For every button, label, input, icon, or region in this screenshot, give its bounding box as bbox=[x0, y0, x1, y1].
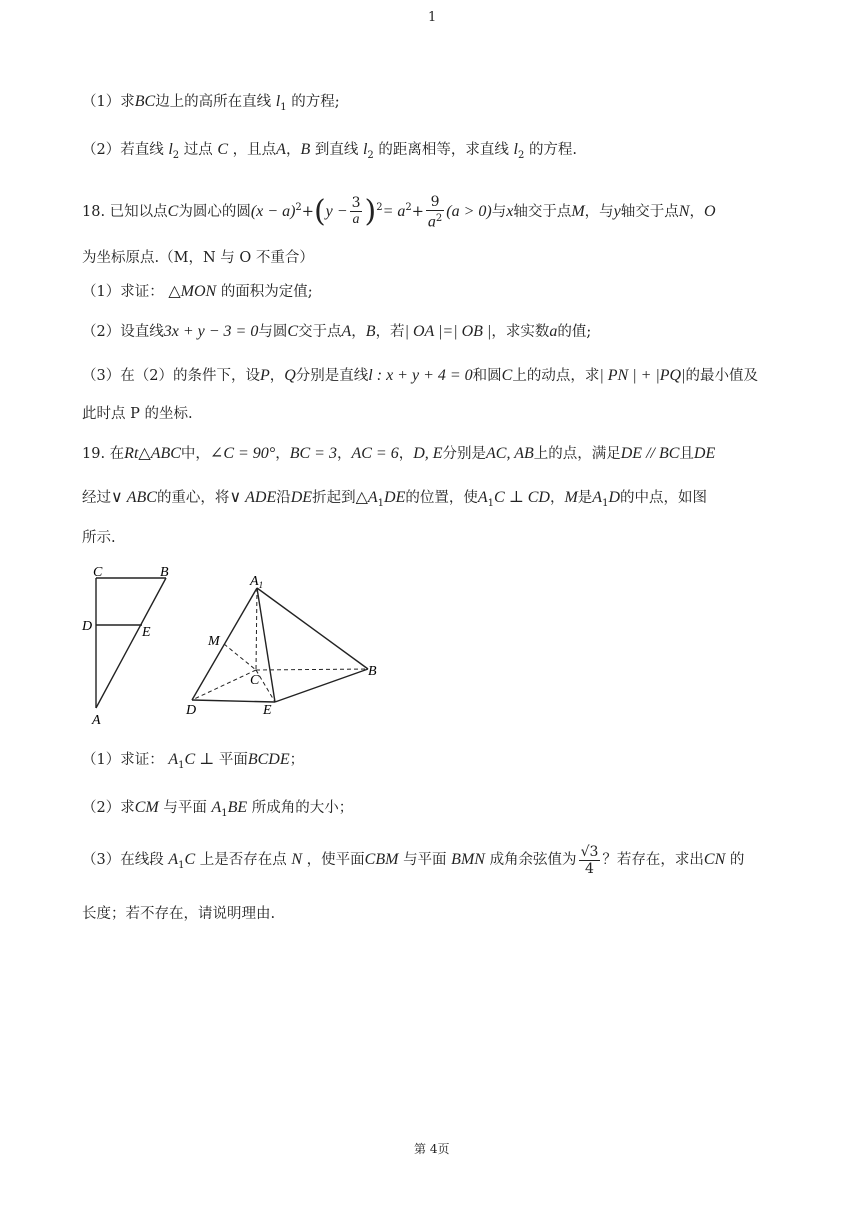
figure-right-pyramid bbox=[180, 572, 400, 722]
q17-part1: （1）求BC边上的高所在直线 $l_1$ 的方程; bbox=[82, 93, 340, 113]
fig-right-label-C: C bbox=[250, 673, 260, 688]
q19-part1: （1）求证： $A_1C$ ⊥ 平面BCDE； bbox=[82, 751, 305, 771]
fig-left-label-A: A bbox=[92, 713, 101, 728]
fig-right-label-B: B bbox=[368, 664, 377, 679]
fig-left-label-C: C bbox=[93, 565, 103, 580]
fig-left-label-D: D bbox=[82, 619, 93, 634]
fig-right-label-E: E bbox=[263, 703, 272, 718]
q18-part2: （2）设直线3x + y − 3 = 0与圆C交于点A，B，若| OA |=| OB |，求实数a的值; bbox=[82, 323, 592, 340]
q19-part2: （2）求CM 与平面 $A_1BE$ 所成角的大小； bbox=[82, 799, 354, 819]
fig-right-label-D: D bbox=[186, 703, 197, 718]
fig-left-label-B: B bbox=[160, 565, 169, 580]
page-footer: 第 4页 bbox=[414, 1142, 450, 1156]
q19-line2: 经过∨ ABC的重心，将∨ ADE沿DE折起到$\triangle A_1DE$的位置，使$A_1C$ ⊥ CD，M是$A_1D$的中点，如图 bbox=[82, 489, 708, 509]
q19-line3: 所示. bbox=[82, 530, 116, 546]
q19-part3-line2: 长度；若不存在，请说明理由. bbox=[82, 906, 276, 922]
fig-left-label-E: E bbox=[142, 625, 151, 640]
q19-part3: （3）在线段 $A_1C$ 上是否存在点 N ，使平面CBM 与平面 BMN 成角余弦值为 $\frac{√3}{4}$ ？若存在，求出CN 的 bbox=[82, 843, 745, 877]
q18-line2: 为坐标原点.（M，N 与 O 不重合） bbox=[82, 250, 314, 266]
page-number: 1 bbox=[428, 10, 437, 25]
q18-part1: （1）求证： △MON 的面积为定值; bbox=[82, 283, 313, 300]
fig-right-label-A1: $A_1$ bbox=[250, 574, 264, 590]
q17-part2: （2）若直线 $l_2$ 过点 C ，且点A，B 到直线 $l_2$ 的距离相等，求直线 $l_2$ 的方程. bbox=[82, 141, 578, 161]
q18-part3-line2: 此时点 P 的坐标. bbox=[82, 406, 193, 422]
fig-right-label-M: M bbox=[208, 634, 220, 649]
q19-stem: 19. 在Rt△ABC中，∠C = 90°，BC = 3，AC = 6，D, E分别是AC, AB上的点，满足DE // BC且DE bbox=[82, 445, 716, 462]
q18-part3: （3）在（2）的条件下，设P，Q分别是直线l : x + y + 4 = 0和圆C上的动点，求| PN | + |PQ|的最小值及 bbox=[82, 367, 759, 384]
q18-stem: 18. 已知以点C为圆心的圆$(x - a)^2+(y$ − $\frac{3}{a}$ )$^2= a^2+$ $\frac{9}{a^2}$ (a > 0)与x轴交于点M，与y轴交于点N，O bbox=[82, 193, 716, 231]
